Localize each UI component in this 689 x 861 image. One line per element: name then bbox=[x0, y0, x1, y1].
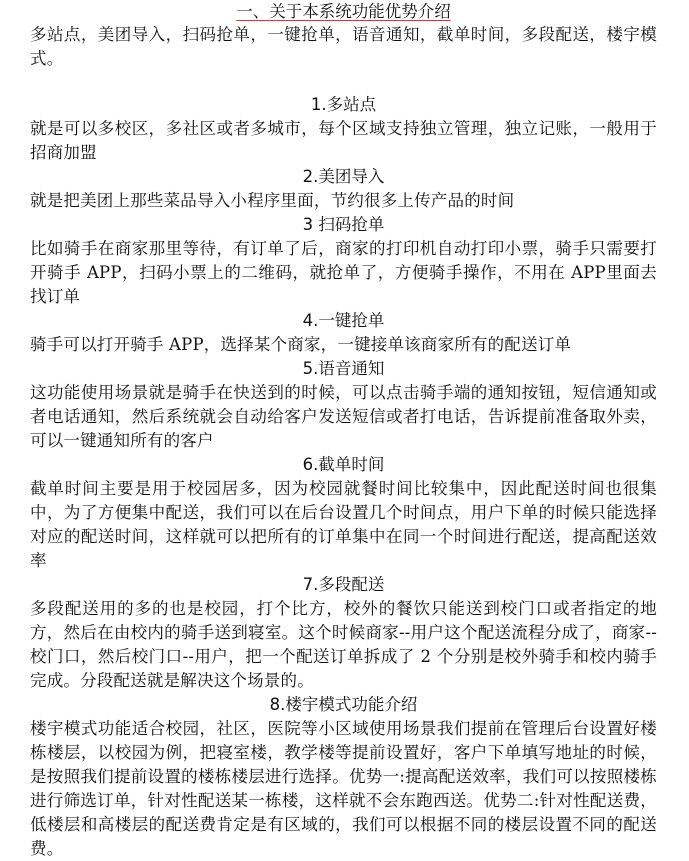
section-heading-one-click-grab: 4.一键抢单 bbox=[302, 311, 385, 330]
section-heading-multi-site: 1.多站点 bbox=[310, 95, 377, 114]
section-heading-scan-grab-order: 3 扫码抢单 bbox=[302, 215, 385, 234]
section-body-scan-grab-order: 比如骑手在商家那里等待，有订单了后，商家的打印机自动打印小票，骑手只需要打开骑手 APP，扫码小票上的二维码，就抢单了，方便骑手操作，不用在 APP里面去找订单 bbox=[30, 239, 657, 306]
section-body-building-mode: 楼宇模式功能适合校园，社区，医院等小区域使用场景我们提前在管理后台设置好楼栋楼层，以校园为例，把寝室楼，教学楼等提前设置好，客户下单填写地址的时候，是按照我们提前设置的楼栋楼层进行选择。优势一:提高配送效率，我们可以按照楼栋进行筛选订单，针对性配送某一栋楼，这样就不会东跑西送。优势二:针对性配送费，低楼层和高楼层的配送费肯定是有区域的，我们可以根据不同的楼层设置不同的配送费。 bbox=[30, 719, 657, 858]
section-heading-voice-notify: 5.语音通知 bbox=[302, 359, 385, 378]
section-heading-multi-stage-delivery: 7.多段配送 bbox=[302, 575, 385, 594]
document-title: 一、关于本系统功能优势介绍 bbox=[236, 2, 451, 21]
intro-paragraph: 多站点，美团导入，扫码抢单，一键抢单，语音通知，截单时间，多段配送，楼宇模式。 bbox=[30, 25, 657, 68]
section-body-voice-notify: 这功能使用场景就是骑手在快送到的时候，可以点击骑手端的通知按钮，短信通知或者电话通知，然后系统就会自动给客户发送短信或者打电话，告诉提前准备取外卖，可以一键通知所有的客户 bbox=[30, 383, 657, 450]
section-body-meituan-import: 就是把美团上那些菜品导入小程序里面，节约很多上传产品的时间 bbox=[30, 191, 515, 210]
section-body-multi-site: 就是可以多校区，多社区或者多城市，每个区域支持独立管理，独立记账，一般用于招商加盟 bbox=[30, 119, 657, 162]
section-heading-cutoff-time: 6.截单时间 bbox=[302, 455, 385, 474]
section-heading-meituan-import: 2.美团导入 bbox=[302, 167, 385, 186]
section-heading-building-mode: 8.楼宇模式功能介绍 bbox=[269, 695, 418, 714]
section-body-one-click-grab: 骑手可以打开骑手 APP，选择某个商家，一键接单该商家所有的配送订单 bbox=[30, 335, 572, 354]
section-body-multi-stage-delivery: 多段配送用的多的也是校园，打个比方，校外的餐饮只能送到校门口或者指定的地方，然后在由校内的骑手送到寝室。这个时候商家--用户这个配送流程分成了，商家--校门口，然后校门口--用户，把一个配送订单拆成了 2 个分别是校外骑手和校内骑手完成。分段配送就是解决这个场景的。 bbox=[30, 599, 657, 690]
section-body-cutoff-time: 截单时间主要是用于校园居多，因为校园就餐时间比较集中，因此配送时间也很集中，为了方便集中配送，我们可以在后台设置几个时间点，用户下单的时候只能选择对应的配送时间，这样就可以把所有的订单集中在同一个时间进行配送，提高配送效率 bbox=[30, 479, 657, 570]
